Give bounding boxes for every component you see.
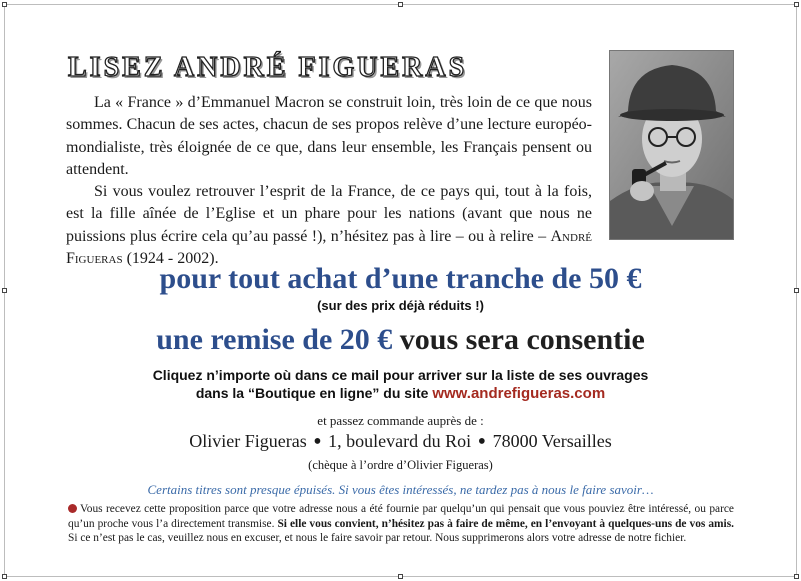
author-dates: (1924 - 2002). — [126, 250, 219, 268]
resize-handle-bottom-right[interactable] — [794, 574, 799, 579]
author-name: André Figueras — [66, 227, 592, 268]
author-portrait-photo — [609, 50, 734, 240]
click-instruction-text: dans la “Boutique en ligne” du site — [195, 385, 429, 401]
resize-handle-top-left[interactable] — [2, 2, 7, 7]
offer-headline-2 — [0, 323, 801, 357]
resize-handle-top-center[interactable] — [398, 2, 403, 7]
footer-part-2: Si elle vous convient, n’hésitez pas à faire de même, en l’envoyant à quelques-uns de vos amis. — [277, 517, 734, 530]
address-street: 1, boulevard du Roi — [328, 431, 472, 451]
separator-bullet-icon: • — [313, 429, 322, 455]
intro-paragraph-1: La « France » d’Emmanuel Macron se construit loin, très loin de ce que nous sommes. Chacun de ses actes, chacun de ses propos relève d’une lecture européo-mondialiste, très éloignée de ce que, dans leur ensemble, les Français pensent ou attendent. — [66, 94, 592, 178]
stock-warning: Certains titres sont presque épuisés. Si vous êtes intéressés, ne tardez pas à nous le faire savoir… — [147, 482, 654, 497]
offer-subtext: (sur des prix déjà réduits !) — [317, 298, 484, 313]
page-title: LISEZ ANDRÉ FIGUERAS — [68, 52, 468, 83]
website-link[interactable]: www.andrefigueras.com — [432, 385, 606, 402]
separator-bullet-icon: • — [477, 429, 487, 455]
order-intro: et passez commande auprès de : — [317, 413, 484, 428]
address-name: Olivier Figueras — [189, 431, 307, 451]
discount-text: vous sera consentie — [399, 323, 645, 356]
postal-address — [0, 429, 801, 455]
click-instruction-line-2 — [0, 385, 801, 402]
intro-paragraph-2 — [66, 181, 592, 270]
intro-paragraph-2-text: Si vous voulez retrouver l’esprit de la France, de ce pays qui, tout à la fois, est la fille aînée de l’Eglise et un phare pour les nations (avant que nous ne puissions plus écrire cela qu’au passé !), n’hésitez pas à lire – ou à relire – — [66, 183, 592, 245]
offer-headline-1: pour tout achat d’une tranche de 50 € — [159, 262, 642, 295]
red-bullet-icon — [68, 504, 77, 513]
intro-text — [66, 92, 592, 270]
resize-handle-top-right[interactable] — [794, 2, 799, 7]
footer-part-3: Si ce n’est pas le cas, veuillez nous en excuser, et nous le faire savoir par retour. Nous supprimerons alors votre adresse de notre fichier. — [68, 532, 687, 545]
resize-handle-bottom-center[interactable] — [398, 574, 403, 579]
address-city: 78000 Versailles — [492, 431, 612, 451]
footer-disclaimer — [68, 502, 734, 546]
resize-handle-bottom-left[interactable] — [2, 574, 7, 579]
cheque-note: (chèque à l’ordre d’Olivier Figueras) — [308, 458, 493, 472]
discount-amount: une remise de 20 € — [156, 323, 393, 356]
footer-part-1: Vous recevez cette proposition parce que votre adresse nous a été fournie par quelqu’un qui pensait que vous pouviez être intéressé, ou parce qu’un proche vous l’a directement transmise. — [68, 503, 734, 530]
click-instruction-line-1[interactable]: Cliquez n’importe où dans ce mail pour arriver sur la liste de ses ouvrages — [152, 367, 649, 383]
